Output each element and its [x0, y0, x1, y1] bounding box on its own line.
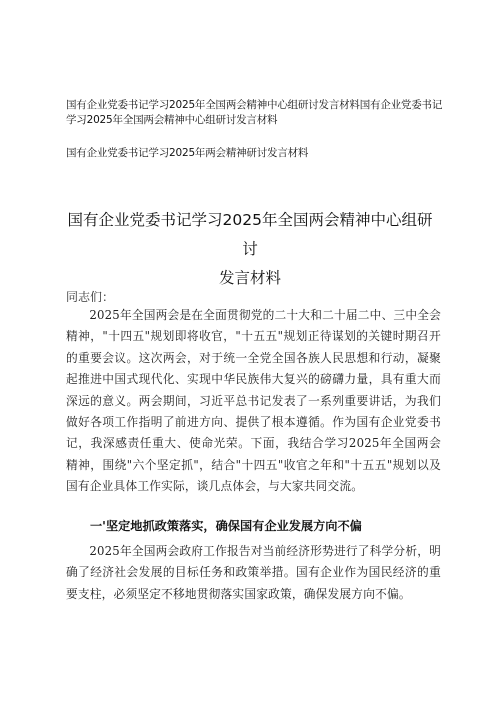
paragraph-intro: 2025年全国两会是在全面贯彻党的二十大和二十届二中、三中全会精神，"十四五"规划即将收官，"十五五"规划正待谋划的关键时期召开的重要会议。这次两会，对于统一全党全国各族人民思想和行动，凝聚起推进中国式现代化、实现中华民族伟大复兴的磅礴力量，具有重大而深远的意义。两会期间，习近平总书记发表了一系列重要讲话，为我们做好各项工作指明了前进方向、提供了根本遵循。作为国有企业党委书记，我深感责任重大、使命光荣。下面，我结合学习2025年全国两会精神，围绕"六个坚定抓"，结合"十四五"收官之年和"十五五"规划以及国有企业具体工作实际，谈几点体会，与大家共同交流。 — [66, 308, 441, 494]
document-title-line1: 国有企业党委书记学习2025年全国两会精神中心组研讨 — [67, 211, 433, 258]
document-title — [60, 206, 440, 293]
salutation: 同志们： — [66, 290, 115, 304]
paragraph-section-1: 2025年全国两会政府工作报告对当前经济形势进行了科学分析，明确了经济社会发展的目标任务和政策举措。国有企业作为国民经济的重要支柱，必须坚定不移地贯彻落实国家政策，确保发展方向不偏。 — [66, 544, 441, 601]
document-header-subtitle: 国有企业党委书记学习2025年两会精神研讨发言材料 — [66, 147, 309, 159]
section-heading-1: 一'坚定地抓政策落实，确保国有企业发展方向不偏 — [90, 519, 362, 533]
document-title-line2: 发言材料 — [218, 269, 281, 287]
document-header-title: 国有企业党委书记学习2025年全国两会精神中心组研讨发言材料国有企业党委书记学习2025年全国两会精神中心组研讨发言材料 — [66, 99, 443, 126]
